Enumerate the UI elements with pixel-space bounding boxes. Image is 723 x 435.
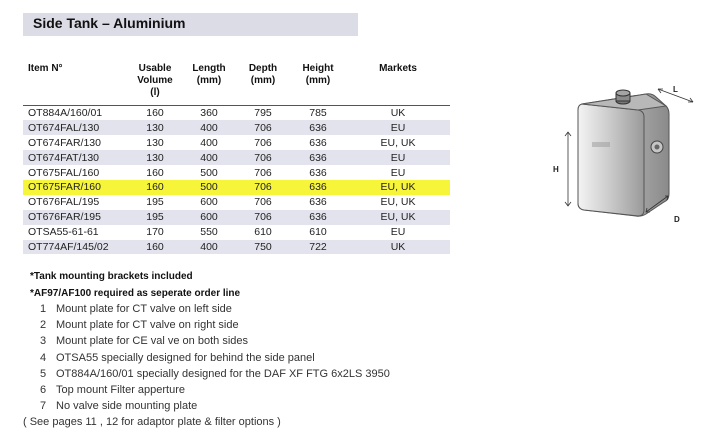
table-row <box>23 105 450 120</box>
cell-volume: 160 <box>128 105 182 120</box>
cell-height: 636 <box>309 136 327 149</box>
note-text: Mount plate for CE val ve on both sides <box>56 335 248 348</box>
cell-volume: 195 <box>146 211 164 224</box>
note-item <box>23 301 390 317</box>
note-text: No valve side mounting plate <box>56 400 198 413</box>
cell-item: OT675FAR/160 <box>23 180 128 195</box>
table-row <box>23 150 450 165</box>
cell-item: OT884A/160/01 <box>23 105 128 120</box>
cell-markets: EU <box>390 121 406 134</box>
cell-height: 785 <box>290 105 346 120</box>
table-row <box>23 195 450 210</box>
cell-markets: EU <box>390 166 406 179</box>
cell-markets: EU, UK <box>380 211 416 224</box>
table-row <box>23 225 450 240</box>
note-number: 2 <box>40 319 47 332</box>
header-height-line2: (mm) <box>305 75 331 86</box>
cell-depth: 706 <box>254 121 272 134</box>
cell-markets: EU <box>390 226 406 239</box>
cell-markets: EU <box>390 151 406 164</box>
cell-length: 550 <box>200 226 218 239</box>
cell-item: OTSA55-61-61 <box>28 226 99 239</box>
note-item <box>23 333 390 349</box>
header-markets: Markets <box>379 63 417 74</box>
cell-length: 600 <box>200 196 218 209</box>
cell-length: 360 <box>182 105 236 120</box>
cell-markets: EU, UK <box>346 180 450 195</box>
height-label: H <box>553 165 559 174</box>
length-label: L <box>673 85 678 94</box>
header-height-line1: Height <box>302 63 334 74</box>
bold-notes <box>30 268 240 302</box>
table-row <box>23 240 450 255</box>
cell-depth: 750 <box>254 240 272 253</box>
cell-depth: 706 <box>254 166 272 179</box>
cell-length: 400 <box>200 136 218 149</box>
note-number: 1 <box>40 303 47 315</box>
cell-length: 600 <box>200 211 218 224</box>
cell-depth: 706 <box>254 151 272 164</box>
cell-volume: 195 <box>146 196 164 209</box>
note-text: Mount plate for CT valve on right side <box>56 319 239 332</box>
cell-length: 400 <box>200 121 218 134</box>
cell-item: OT675FAL/160 <box>28 166 100 179</box>
cell-length: 500 <box>182 180 236 195</box>
cell-depth: 610 <box>254 226 272 239</box>
table-row <box>23 165 450 180</box>
numbered-notes <box>23 301 390 431</box>
cell-volume: 170 <box>146 226 164 239</box>
header-depth-line1: Depth <box>248 63 278 74</box>
cell-volume: 160 <box>128 180 182 195</box>
cell-depth: 706 <box>254 211 272 224</box>
bold-note: *AF97/AF100 required as seperate order line <box>30 288 241 299</box>
cell-height: 636 <box>309 211 327 224</box>
cell-item: OT774AF/145/02 <box>28 240 109 253</box>
cell-height: 636 <box>290 180 346 195</box>
cell-length: 500 <box>200 166 218 179</box>
cell-depth: 706 <box>236 180 290 195</box>
cell-item: OT676FAL/195 <box>28 196 100 209</box>
cell-depth: 795 <box>236 105 290 120</box>
cell-volume: 160 <box>146 166 164 179</box>
cell-volume: 160 <box>146 240 164 253</box>
note-item <box>23 398 390 414</box>
header-item: Item N° <box>28 63 63 74</box>
cell-height: 610 <box>309 226 327 239</box>
depth-label: D <box>674 215 680 224</box>
cell-height: 636 <box>309 151 327 164</box>
note-item <box>23 382 390 398</box>
note-text: OTSA55 specially designed for behind the side panel <box>56 351 315 364</box>
note-item <box>23 366 390 382</box>
cell-depth: 706 <box>254 196 272 209</box>
header-depth <box>236 63 290 105</box>
note-item <box>23 317 390 333</box>
cell-volume: 130 <box>146 136 164 149</box>
cell-item: OT676FAR/195 <box>28 211 101 224</box>
table-row <box>23 210 450 225</box>
table-row <box>23 135 450 150</box>
side-tank-diagram <box>548 82 698 232</box>
cell-markets: EU, UK <box>380 196 416 209</box>
note-text: Top mount Filter apperture <box>56 384 186 397</box>
note-number: 7 <box>40 400 47 413</box>
cell-height: 636 <box>309 166 327 179</box>
header-length <box>182 63 236 105</box>
table-header-row <box>23 63 450 105</box>
header-height <box>290 63 346 105</box>
cell-volume: 130 <box>146 151 164 164</box>
note-number: 4 <box>40 351 47 364</box>
cell-height: 722 <box>309 240 327 253</box>
tank-body <box>578 90 669 216</box>
header-length-line2: (mm) <box>196 75 222 86</box>
note-number: 5 <box>40 367 47 380</box>
cell-depth: 706 <box>254 136 272 149</box>
table-row <box>23 180 450 195</box>
bold-note: *Tank mounting brackets included <box>30 271 193 282</box>
header-volume <box>128 63 182 105</box>
header-length-line1: Length <box>192 63 226 74</box>
cell-item: OT674FAT/130 <box>28 151 100 164</box>
section-title-bar <box>23 13 358 36</box>
cell-item: OT674FAL/130 <box>28 121 100 134</box>
note-text: Mount plate for CT valve on left side <box>56 303 232 315</box>
table-body <box>23 105 450 254</box>
cell-length: 400 <box>200 240 218 253</box>
header-volume-line3: (l) <box>150 87 160 98</box>
table-row <box>23 120 450 135</box>
cell-height: 636 <box>309 196 327 209</box>
cell-length: 400 <box>200 151 218 164</box>
cell-markets: UK <box>346 105 450 120</box>
header-volume-line2: Volume <box>137 75 173 86</box>
cell-height: 636 <box>309 121 327 134</box>
section-title: Side Tank – Aluminium <box>33 15 186 31</box>
cell-markets: UK <box>390 240 406 253</box>
note-item <box>23 350 390 366</box>
header-depth-line2: (mm) <box>250 75 276 86</box>
tank-spec-table <box>23 63 450 254</box>
footer-note: ( See pages 11 , 12 for adaptor plate & filter options ) <box>23 416 281 429</box>
header-volume-line1: Usable <box>138 63 172 74</box>
cell-item: OT674FAR/130 <box>28 136 101 149</box>
cell-volume: 130 <box>146 121 164 134</box>
note-number: 6 <box>40 384 47 397</box>
note-number: 3 <box>40 335 47 348</box>
cell-markets: EU, UK <box>380 136 416 149</box>
note-text: OT884A/160/01 specially designed for the DAF XF FTG 6x2LS 3950 <box>56 367 390 380</box>
